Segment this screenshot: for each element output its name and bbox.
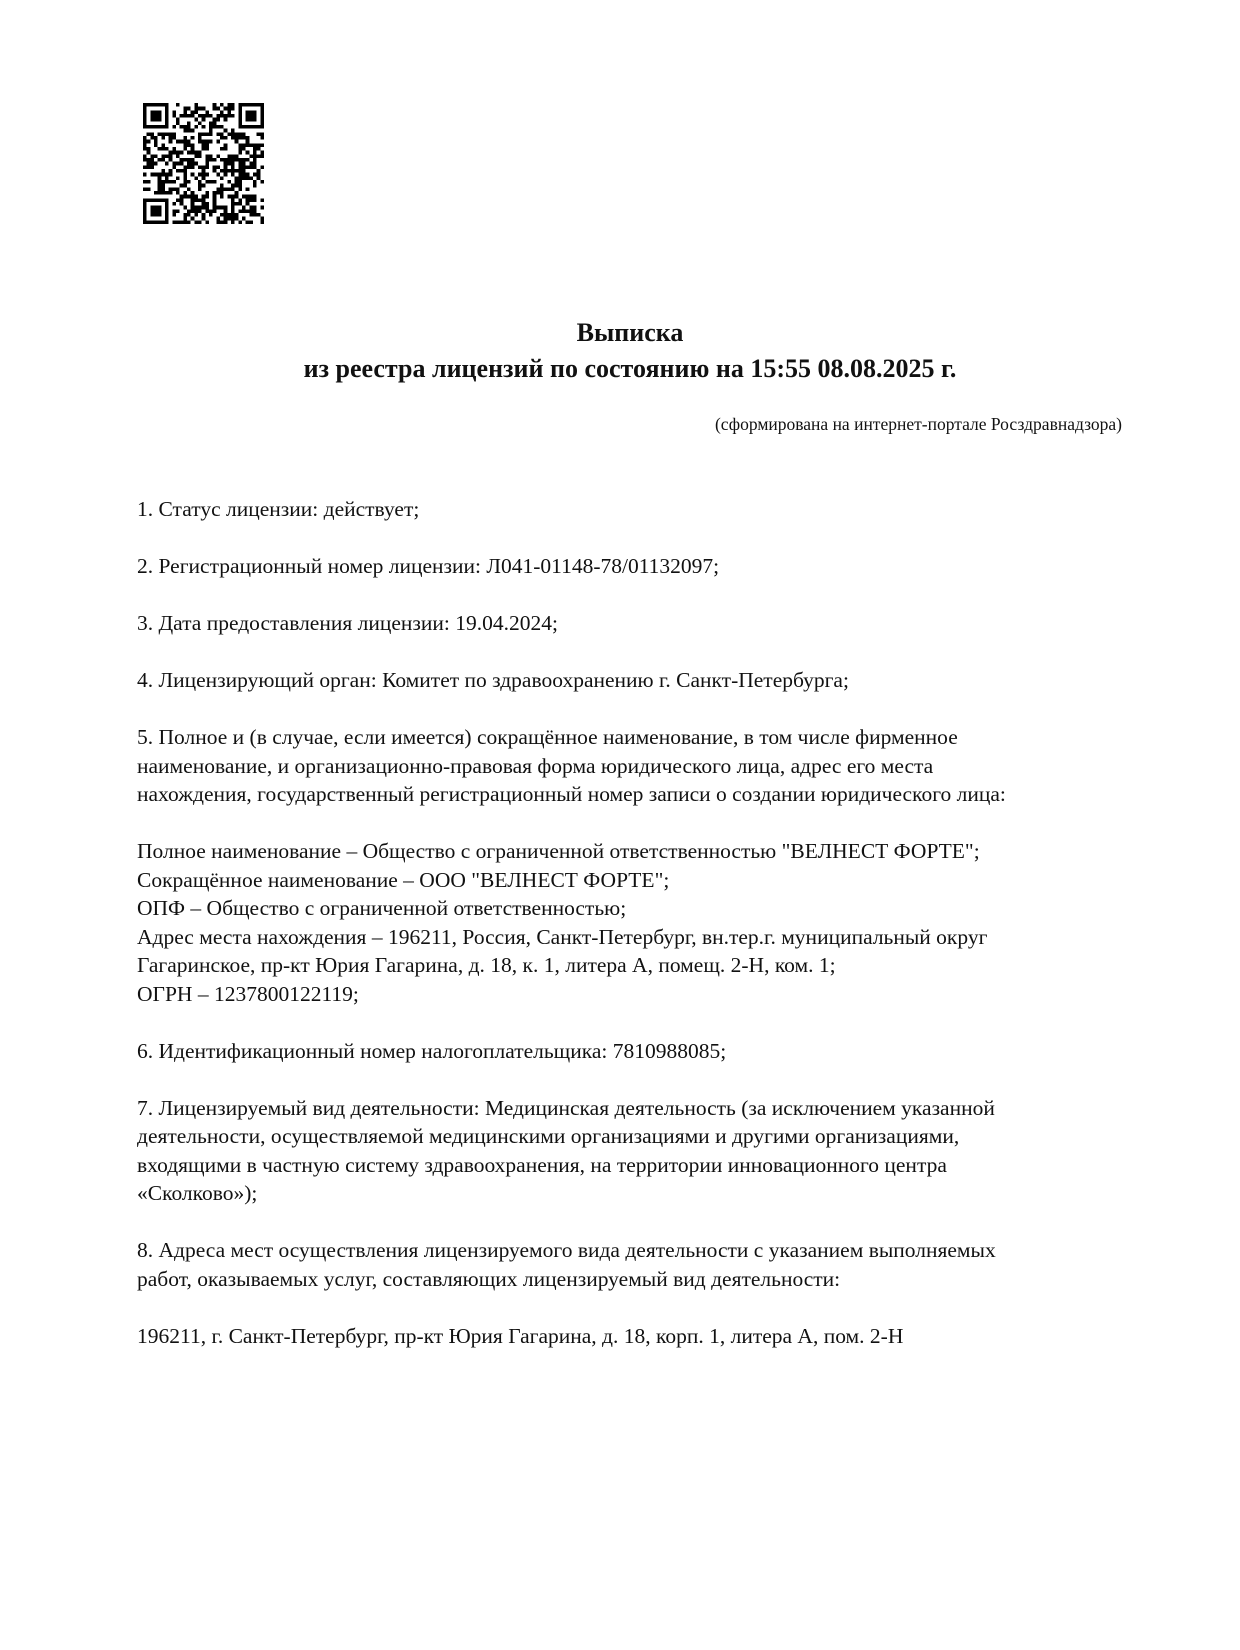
text-line: 6. Идентификационный номер налогоплательщика: 7810988085;	[137, 1038, 727, 1063]
text-line: 8. Адреса мест осуществления лицензируемого вида деятельности с указанием выполняемых	[137, 1238, 996, 1262]
paragraph-6	[137, 837, 1137, 1008]
text-line: 7. Лицензируемый вид деятельности: Медицинская деятельность (за исключением указанной	[137, 1095, 995, 1120]
text-line: 4. Лицензирующий орган: Комитет по здравоохранению г. Санкт-Петербурга;	[137, 668, 849, 692]
text-line: Сокращённое наименование – ООО "ВЕЛНЕСТ ФОРТЕ";	[137, 867, 670, 892]
text-line: Гагаринское, пр-кт Юрия Гагарина, д. 18, к. 1, литера А, помещ. 2-Н, ком. 1;	[137, 953, 836, 977]
text-line: 1. Статус лицензии: действует;	[137, 497, 420, 521]
paragraph-10	[137, 1322, 1137, 1351]
text-line: 5. Полное и (в случае, если имеется) сокращённое наименование, в том числе фирменное	[137, 725, 958, 749]
text-line: 3. Дата предоставления лицензии: 19.04.2024;	[137, 611, 558, 635]
text-line: наименование, и организационно-правовая форма юридического лица, адрес его места	[137, 753, 934, 778]
document-subtitle: из реестра лицензий по состоянию на 15:55 08.08.2025 г.	[303, 354, 957, 383]
paragraph-5	[137, 723, 1137, 809]
paragraph-2	[137, 552, 1137, 581]
paragraph-3	[137, 609, 1137, 638]
text-line: ОГРН – 1237800122119;	[137, 981, 359, 1006]
text-line: Полное наименование – Общество с ограниченной ответственностью "ВЕЛНЕСТ ФОРТЕ";	[137, 839, 980, 863]
paragraph-4	[137, 666, 1137, 695]
paragraph-9	[137, 1236, 1137, 1293]
text-line: «Сколково»);	[137, 1181, 258, 1205]
document-body	[137, 495, 1137, 1379]
text-line: ОПФ – Общество с ограниченной ответственностью;	[137, 896, 627, 920]
text-line: Адрес места нахождения – 196211, Россия, Санкт-Петербург, вн.тер.г. муниципальный округ	[137, 924, 988, 949]
text-line: работ, оказываемых услуг, составляющих лицензируемый вид деятельности:	[137, 1266, 841, 1291]
text-line: 2. Регистрационный номер лицензии: Л041-01148-78/01132097;	[137, 554, 720, 578]
text-line: нахождения, государственный регистрационный номер записи о создании юридического лица:	[137, 782, 1006, 806]
paragraph-7	[137, 1037, 1137, 1066]
paragraph-8	[137, 1094, 1137, 1208]
qr-code	[143, 103, 264, 224]
paragraph-1	[137, 495, 1137, 524]
text-line: 196211, г. Санкт-Петербург, пр-кт Юрия Гагарина, д. 18, корп. 1, литера А, пом. 2-Н	[137, 1323, 904, 1348]
text-line: входящими в частную систему здравоохранения, на территории инновационного центра	[137, 1152, 947, 1177]
document-title: Выписка	[576, 318, 684, 347]
source-note: (сформирована на интернет-портале Росздравнадзора)	[714, 414, 1122, 434]
text-line: деятельности, осуществляемой медицинскими организациями и другими организациями,	[137, 1124, 960, 1148]
